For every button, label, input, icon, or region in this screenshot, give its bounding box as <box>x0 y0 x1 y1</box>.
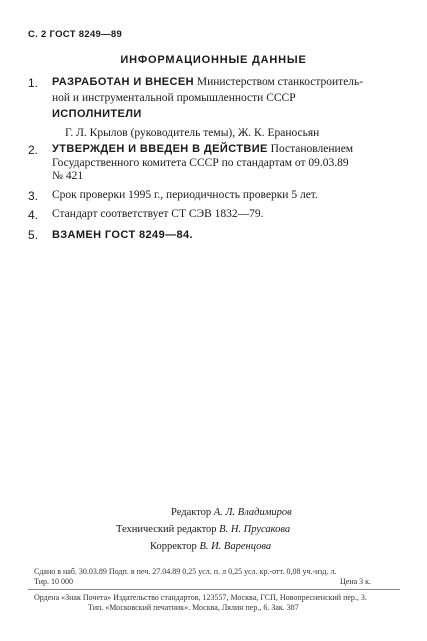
executors-heading: ИСПОЛНИТЕЛИ <box>52 108 142 120</box>
item-4-text: Стандарт соответствует СТ СЭВ 1832—79. <box>52 208 264 220</box>
item-2-text: Постановлением <box>267 143 354 155</box>
item-5-lead: ВЗАМЕН ГОСТ 8249—84. <box>52 229 193 241</box>
imprint-line-1: Сдано в наб. 30.03.89 Подп. в печ. 27.04.89 0,25 усл. п. л 0,25 усл. кр.-отт. 0,08 уч.-изд. л. <box>34 567 337 576</box>
imprint-print-run: Тир. 10 000 <box>34 577 73 586</box>
section-title: ИНФОРМАЦИОННЫЕ ДАННЫЕ <box>120 54 307 66</box>
item-5-number: 5. <box>28 228 39 242</box>
credit-editor-label: Редактор <box>171 507 212 518</box>
credit-corrector <box>150 541 271 552</box>
item-1-line <box>52 76 363 88</box>
credit-editor-name: А. Л. Владимиров <box>213 507 292 518</box>
item-1-lead: РАЗРАБОТАН И ВНЕСЕН <box>52 76 194 88</box>
imprint-divider <box>28 589 400 590</box>
item-4-number: 4. <box>28 208 39 222</box>
item-3-number: 3. <box>28 189 39 203</box>
executors-names: Г. Л. Крылов (руководитель темы), Ж. К. Ераносьян <box>65 127 320 139</box>
imprint-line-3: Ордена «Знак Почета» Издательство стандартов, 123557, Москва, ГСП, Новопресненский пер., 3. <box>34 593 367 602</box>
credit-corr-name: В. И. Варенцова <box>199 541 272 552</box>
item-1-text: Министерством станкостроитель- <box>193 76 364 88</box>
item-2-continuation: Государственного комитета СССР по стандартам от 09.03.89 <box>52 157 349 169</box>
credit-tech-editor <box>116 524 290 535</box>
credit-tech-label: Технический редактор <box>116 524 217 535</box>
credit-editor <box>171 507 292 518</box>
page-header: С. 2 ГОСТ 8249—89 <box>28 29 123 40</box>
item-1-continuation: ной и инструментальной промышленности СССР <box>52 92 296 104</box>
item-2-line <box>52 143 353 155</box>
item-3-text: Срок проверки 1995 г., периодичность проверки 5 лет. <box>52 189 318 201</box>
item-2-number: 2. <box>28 143 39 157</box>
item-2-lead: УТВЕРЖДЕН И ВВЕДЕН В ДЕЙСТВИЕ <box>52 143 268 155</box>
imprint-price: Цена 3 к. <box>340 577 372 586</box>
item-1-number: 1. <box>28 76 39 90</box>
item-2-continuation-2: № 421 <box>52 170 84 182</box>
imprint-line-4: Тип. «Московский печатник». Москва, Лялин пер., 6. Зак. 387 <box>88 603 299 612</box>
credit-tech-name: В. Н. Прусакова <box>219 524 291 535</box>
credit-corr-label: Корректор <box>150 541 197 552</box>
